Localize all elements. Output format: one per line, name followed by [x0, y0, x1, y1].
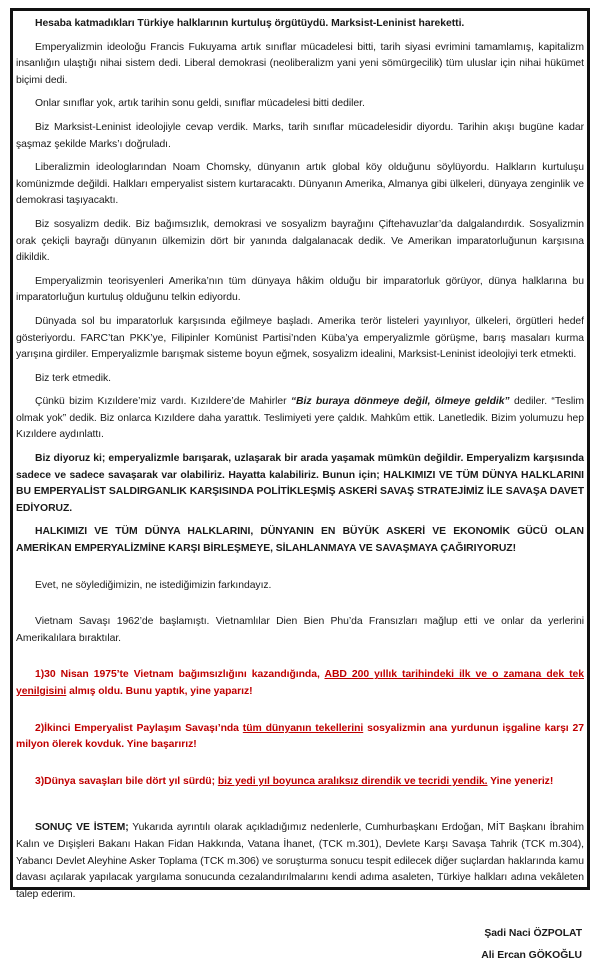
paragraph-call-to-unite: HALKIMIZI VE TÜM DÜNYA HALKLARINI, DÜNYANIN EN BÜYÜK ASKERİ VE EKONOMİK GÜCÜ OLAN AMERİKAN EMPERYALİZMİNE KARŞI BİRLEŞMEYE, SİLAHLANMAYA VE SAVAŞMAYA ÇAĞIRIYORUZ!	[16, 526, 584, 555]
signature-gokoglu: Ali Ercan GÖKOĞLU	[481, 950, 582, 962]
paragraph-fukuyama: Emperyalizmin ideoloğu Francis Fukuyama artık sınıflar mücadelesi bitti, tarih siyasi evrimini tamamlamış, kapitalizm insanlığın ulaştığı nihai sistem dedi. Liberal demokrasi (neoliberalizm yani yeni sömürgecilik) tüm uluslar için nihai hükümet biçimi dedi.	[16, 41, 584, 86]
kizildere-text-before: Çünkü bizim Kızıldere’miz vardı. Kızıldere’de Mahirler	[35, 396, 291, 408]
kizildere-text-after: dediler. “Teslim olmak yok” dedik. Biz onlarca Kızıldere daha yarattık. Teslimiyeti yere çaldık. Mahkûm ettik. Lanetledik. Bizim yolumuzu hep Kızıldere aydınlattı.	[16, 396, 584, 441]
conclusion-label: SONUÇ VE İSTEM;	[35, 822, 129, 834]
signature-block	[16, 923, 584, 967]
paragraph-chomsky: Liberalizmin ideologlarından Noam Chomsky, dünyanın artık global köy olduğunu söylüyordu. Halkların kurtuluşu komünizmde değildi. Halkları emperyalist sistem kurtaracaktı. Dünyanın Amerika, Almanya gibi ülkeleri, dünyaya zenginlik ve demokrasi taşıyacaktı.	[16, 162, 584, 207]
paragraph-empire-theorists: Emperyalizmin teorisyenleri Amerika’nın tüm dünyaya hâkim olduğu bir imparatorluk görüyor, dünya halklarına bu imparatorluğun kurtuluş olduğunu telkin ediyordu.	[16, 275, 584, 304]
point-3-after: Yine yeneriz!	[487, 775, 554, 787]
point-3-before: 3)Dünya savaşları bile dört yıl sürdü;	[35, 775, 218, 787]
point-2-before: 2)İkinci Emperyalist Paylaşım Savaşı’nda	[35, 722, 243, 734]
paragraph-vietnam: Vietnam Savaşı 1962’de başlamıştı. Vietnamlılar Dien Bien Phu’da Fransızları mağlup etti ve onlar da yerlerini Amerikalılara bıraktılar.	[16, 616, 584, 644]
paragraph-left-bowing: Dünyada sol bu imparatorluk karşısında eğilmeye başladı. Amerika terör listeleri yayınlıyor, ülkeleri, örgütleri hedef gösteriyordu. FARC’tan PKK’ye, Filipinler Komünist Partisi’nden Küba’ya emperyalizmle görüşme, barış masaları kurma yarışına girdiler. Emperyalizmle barışmak sisteme boyun eğmek, sosyalizm idealini, Marksist-Leninist ideolojiyi terk etmekti.	[16, 315, 584, 361]
point-1-underlined: ABD 200 yıllık tarihindeki ilk ve o zamana dek tek yenilgisini	[16, 669, 585, 697]
point-2-underlined: tüm dünyanın tekellerini	[242, 722, 364, 734]
paragraph-marx-answer: Biz Marksist-Leninist ideolojiyle cevap verdik. Marks, tarih sınıflar mücadelesidir diyordu. Tarihin akışı bugüne kadar şaşmaz şekilde Marks’ı doğruladı.	[16, 121, 584, 150]
point-1-before: 1)30 Nisan 1975’te Vietnam bağımsızlığını kazandığında,	[35, 669, 325, 681]
signature-ozpolat: Şadi Naci ÖZPOLAT	[484, 928, 582, 940]
point-3-resistance	[16, 774, 584, 791]
document-frame	[10, 8, 590, 962]
paragraph-awareness: Evet, ne söylediğimizin, ne istediğimizin farkındayız.	[35, 579, 272, 591]
paragraph-we-did-not-abandon: Biz terk etmedik.	[35, 372, 111, 384]
paragraph-end-of-history: Onlar sınıflar yok, artık tarihin sonu geldi, sınıflar mücadelesi bitti dediler.	[35, 98, 365, 110]
point-3-underlined: biz yedi yıl boyunca aralıksız direndik ve tecridi yendik.	[217, 775, 488, 787]
document-heading: Hesaba katmadıkları Türkiye halklarının kurtuluş örgütüydü. Marksist-Leninist hareketti.	[35, 18, 465, 29]
mahirler-quote: “Biz buraya dönmeye değil, ölmeye geldik”	[290, 396, 510, 408]
paragraph-socialism-flag: Biz sosyalizm dedik. Biz bağımsızlık, demokrasi ve sosyalizm bayrağını Çiftehavuzlar’da dalgalandırdık. Sosyalizmin orak çekiçli bayrağı dünyanın ülkemizin dört bir yanında dalgalanacak dedik. Ve Amerikan imparatorluğunun karşısına dikildik.	[16, 218, 584, 264]
paragraph-conclusion	[16, 820, 584, 903]
point-2-ww2	[16, 721, 584, 754]
point-1-vietnam	[16, 667, 584, 700]
paragraph-call-to-war: Biz diyoruz ki; emperyalizmle barışarak, uzlaşarak bir arada yaşamak mümkün değildir. Emperyalizm karşısında sadece ve sadece savaşarak var olabiliriz. Hayatta kalabiliriz. Bunun için; HALKIMIZI VE TÜM DÜNYA HALKLARINI BU EMPERYALİST SALDIRGANLIK KARŞISINDA POLİTİKLEŞMİŞ ASKERİ SAVAŞ STRATEJİMİZ İLE SAVAŞA DAVET EDİYORUZ.	[16, 453, 584, 514]
point-2-after: sosyalizmin ana yurdunun işgaline karşı 27 milyon ölerek kovduk. Yine başarırız!	[16, 722, 584, 751]
conclusion-text: Yukarıda ayrıntılı olarak açıkladığımız nedenlerle, Cumhurbaşkanı Erdoğan, MİT Başkanı İbrahim Kalın ve Dışişleri Bakanı Hakan Fidan Hakkında, Vatana İhanet, (TCK m.301), Devlete Karşı Savaşa Tahrik (TCK m.304), Yabancı Devlet Aleyhine Asker Toplama (TCK m.306) ve soruşturma sonucu tespit edilecek diğer suçlardan haklarında kamu davası açılarak yapılacak yargılama sonucunda cezalandırılmalarını kendi adıma asaleten, Türkiye halkları adına vekâleten talep ederim.	[16, 822, 584, 900]
document-body	[16, 16, 584, 967]
point-1-after: almış oldu. Bunu yaptık, yine yaparız!	[66, 686, 253, 697]
paragraph-kizildere	[16, 394, 584, 444]
